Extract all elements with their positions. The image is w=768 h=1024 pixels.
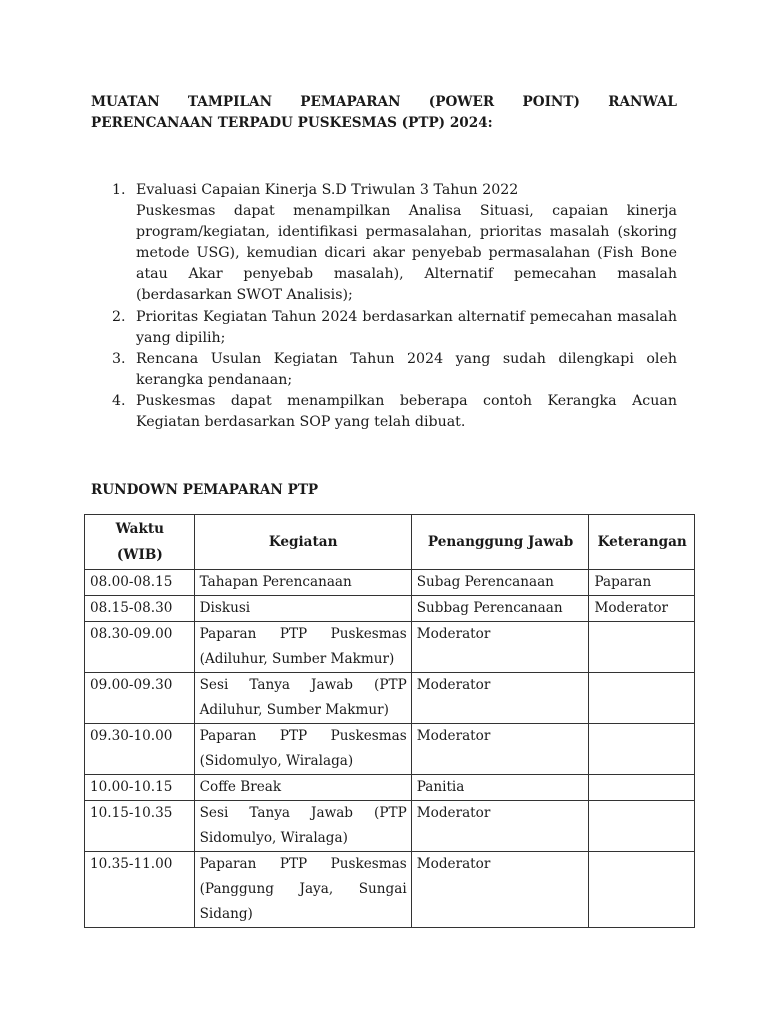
cell-penanggung-jawab: Moderator xyxy=(411,724,589,775)
cell-kegiatan-line: Paparan PTP Puskesmas xyxy=(199,626,407,642)
cell-waktu: 10.15-10.35 xyxy=(85,801,195,852)
list-item-description: Puskesmas dapat menampilkan Analisa Situasi, capaian kinerja program/kegiatan, identifikasi permasalahan, prioritas masalah (skoring metode USG), kemudian dicari akar penyebab permasalahan (Fish Bone atau Akar penyebab masalah), Alternatif pemecahan masalah (berdasarkan SWOT Analisis); xyxy=(136,203,677,304)
cell-penanggung-jawab: Subbag Perencanaan xyxy=(411,596,589,622)
cell-waktu: 08.30-09.00 xyxy=(85,622,195,673)
header-waktu xyxy=(85,515,195,570)
header-waktu-unit: (WIB) xyxy=(116,547,163,563)
cell-kegiatan xyxy=(194,570,411,596)
table-row xyxy=(85,724,695,775)
cell-kegiatan-line: Coffe Break xyxy=(199,779,282,795)
cell-kegiatan xyxy=(194,801,411,852)
list-item-number: 2. xyxy=(112,308,126,325)
cell-penanggung-jawab: Panitia xyxy=(411,775,589,801)
cell-penanggung-jawab: Moderator xyxy=(411,801,589,852)
rundown-table-body xyxy=(85,570,695,928)
cell-kegiatan-line: (Adiluhur, Sumber Makmur) xyxy=(199,651,395,667)
table-row xyxy=(85,622,695,673)
table-row xyxy=(85,596,695,622)
title-word: (POWER xyxy=(428,94,495,110)
list-item-number: 3. xyxy=(112,350,126,367)
cell-kegiatan xyxy=(194,622,411,673)
rundown-table xyxy=(84,514,695,928)
cell-kegiatan-line: Paparan PTP Puskesmas xyxy=(199,728,407,744)
title-word: POINT) xyxy=(522,94,580,110)
cell-kegiatan-line: Diskusi xyxy=(199,600,251,616)
list-item-number: 4. xyxy=(112,392,126,409)
cell-penanggung-jawab: Moderator xyxy=(411,622,589,673)
list-item xyxy=(112,391,677,433)
cell-keterangan xyxy=(589,852,695,928)
cell-kegiatan-line: (Sidomulyo, Wiralaga) xyxy=(199,753,354,769)
cell-keterangan xyxy=(589,724,695,775)
header-kegiatan: Kegiatan xyxy=(194,515,411,570)
cell-keterangan: Paparan xyxy=(589,570,695,596)
list-item-number: 1. xyxy=(112,182,126,198)
cell-kegiatan-line: Paparan PTP Puskesmas xyxy=(199,856,407,872)
cell-penanggung-jawab: Moderator xyxy=(411,852,589,928)
title-word: PEMAPARAN xyxy=(300,94,401,110)
table-row xyxy=(85,775,695,801)
title-word: RANWAL xyxy=(608,94,677,110)
cell-kegiatan xyxy=(194,596,411,622)
table-row xyxy=(85,673,695,724)
cell-penanggung-jawab: Subag Perencanaan xyxy=(411,570,589,596)
cell-kegiatan-line: Adiluhur, Sumber Makmur) xyxy=(199,702,389,718)
content-list xyxy=(112,180,677,433)
title-word: TAMPILAN xyxy=(187,94,272,110)
rundown-title: RUNDOWN PEMAPARAN PTP xyxy=(91,482,319,498)
cell-kegiatan-line: Sidang) xyxy=(199,906,253,922)
cell-keterangan xyxy=(589,622,695,673)
cell-waktu: 08.00-08.15 xyxy=(85,570,195,596)
title-line-2: PERENCANAAN TERPADU PUSKESMAS (PTP) 2024: xyxy=(91,115,493,131)
list-item-heading: Prioritas Kegiatan Tahun 2024 berdasarkan alternatif pemecahan masalah yang dipilih; xyxy=(136,308,677,346)
cell-keterangan xyxy=(589,801,695,852)
cell-waktu: 09.30-10.00 xyxy=(85,724,195,775)
cell-kegiatan xyxy=(194,673,411,724)
cell-kegiatan-line: Tahapan Perencanaan xyxy=(199,574,352,590)
cell-kegiatan xyxy=(194,852,411,928)
cell-kegiatan-line: (Panggung Jaya, Sungai xyxy=(199,881,407,897)
list-item-heading: Rencana Usulan Kegiatan Tahun 2024 yang sudah dilengkapi oleh kerangka pendanaan; xyxy=(136,350,677,388)
list-item xyxy=(112,180,677,307)
table-row xyxy=(85,570,695,596)
cell-waktu: 10.00-10.15 xyxy=(85,775,195,801)
header-waktu-label: Waktu xyxy=(115,521,165,537)
cell-kegiatan xyxy=(194,775,411,801)
cell-kegiatan-line: Sidomulyo, Wiralaga) xyxy=(199,830,348,846)
cell-keterangan: Moderator xyxy=(589,596,695,622)
title-word: MUATAN xyxy=(91,94,160,110)
document-title xyxy=(91,92,677,134)
list-item-heading: Evaluasi Capaian Kinerja S.D Triwulan 3 Tahun 2022 xyxy=(136,182,519,198)
header-penanggung-jawab: Penanggung Jawab xyxy=(411,515,589,570)
list-item xyxy=(112,307,677,349)
cell-waktu: 10.35-11.00 xyxy=(85,852,195,928)
table-row xyxy=(85,852,695,928)
cell-kegiatan-line: Sesi Tanya Jawab (PTP xyxy=(199,805,407,821)
table-row xyxy=(85,801,695,852)
table-header-row xyxy=(85,515,695,570)
cell-keterangan xyxy=(589,673,695,724)
cell-waktu: 08.15-08.30 xyxy=(85,596,195,622)
list-item-heading: Puskesmas dapat menampilkan beberapa contoh Kerangka Acuan Kegiatan berdasarkan SOP yang telah dibuat. xyxy=(136,392,677,431)
list-item xyxy=(112,349,677,391)
cell-waktu: 09.00-09.30 xyxy=(85,673,195,724)
cell-kegiatan-line: Sesi Tanya Jawab (PTP xyxy=(199,677,407,693)
cell-keterangan xyxy=(589,775,695,801)
title-line-1 xyxy=(91,92,677,113)
header-keterangan: Keterangan xyxy=(589,515,695,570)
cell-penanggung-jawab: Moderator xyxy=(411,673,589,724)
cell-kegiatan xyxy=(194,724,411,775)
